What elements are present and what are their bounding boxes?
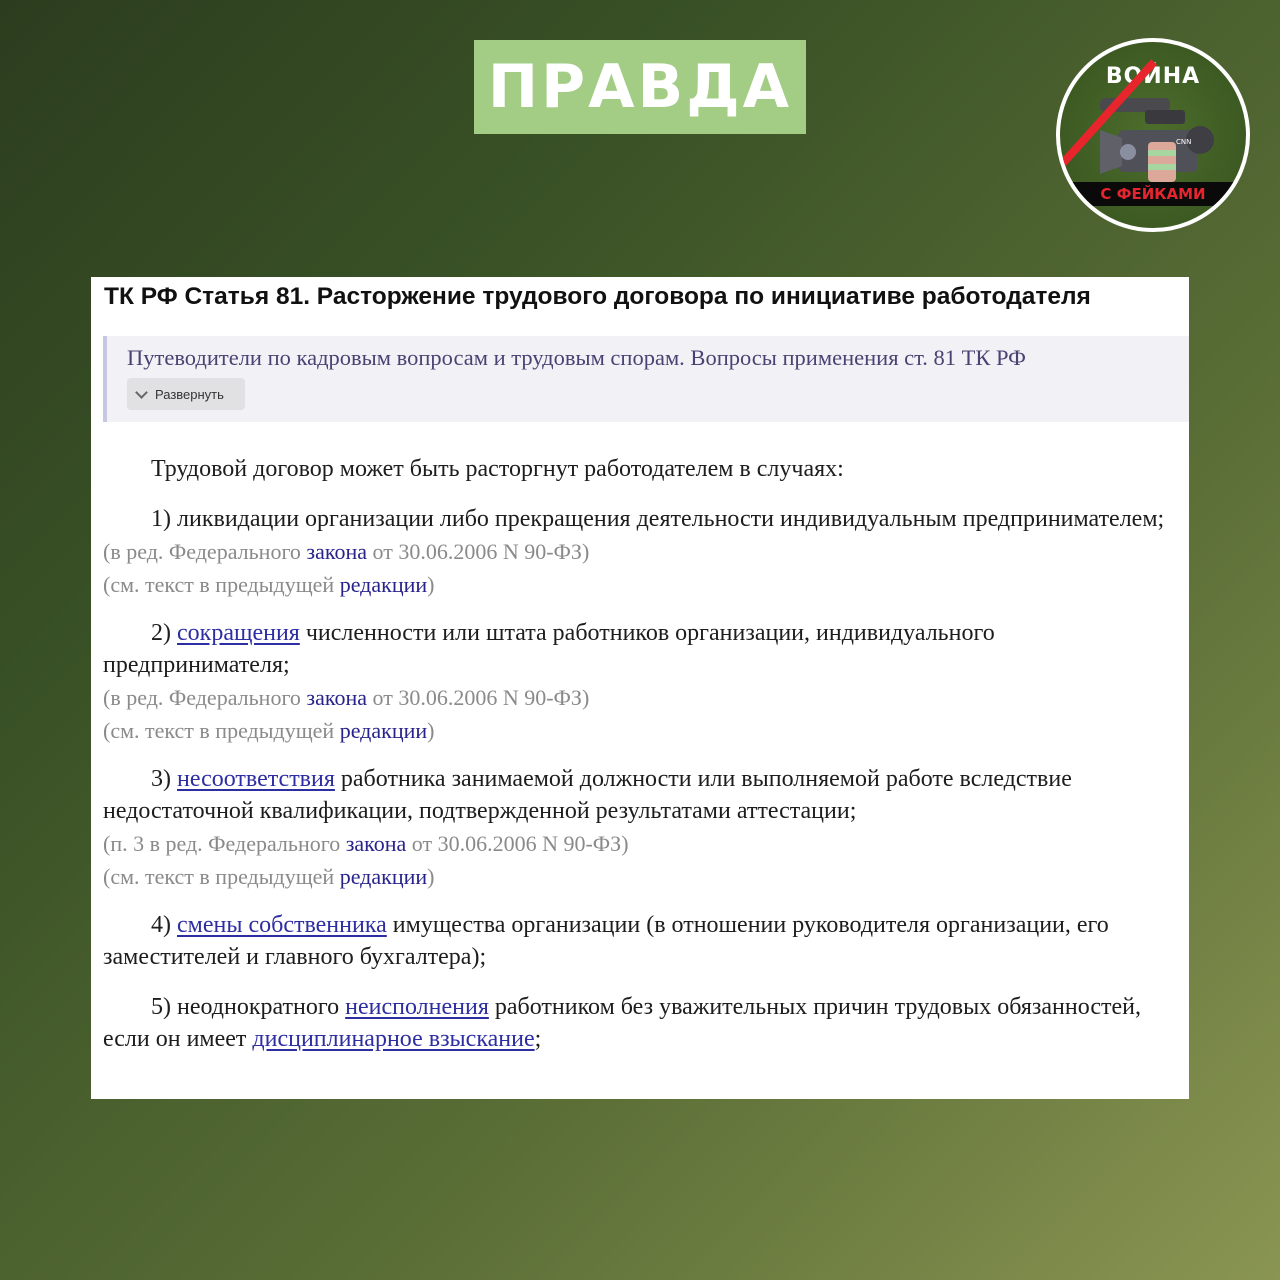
document-card <box>91 277 1189 1099</box>
item-text: ликвидации организации либо прекращения деятельности индивидуальным предпринимателем; <box>177 506 1165 532</box>
intro-paragraph: Трудовой договор может быть расторгнут работодателем в случаях: <box>151 456 844 482</box>
item-number: 1) <box>151 506 171 532</box>
disciplinary-link[interactable]: дисциплинарное взыскание <box>252 1026 535 1052</box>
page-title: ТК РФ Статья 81. Расторжение трудового договора по инициативе работодателя <box>104 283 1091 310</box>
item-number: 3) <box>151 766 171 792</box>
previous-edition-note: (см. текст в предыдущей редакции) <box>103 572 435 597</box>
list-item <box>103 617 1179 747</box>
edition-note: (в ред. Федерального закона от 30.06.2006 N 90-ФЗ) <box>103 685 590 710</box>
edition-note: (п. 3 в ред. Федерального закона от 30.06.2006 N 90-ФЗ) <box>103 831 629 856</box>
term-link[interactable]: сокращения <box>177 620 300 646</box>
term-link[interactable]: неисполнения <box>345 994 489 1020</box>
item-text: численности или штата работников организации, индивидуального предпринимателя; <box>103 620 995 678</box>
svg-text:CNN: CNN <box>1176 138 1192 146</box>
pravda-badge: ПРАВДА <box>474 40 806 134</box>
item-text: работника занимаемой должности или выполняемой работе вследствие недостаточной квалификации, подтвержденной результатами аттестации; <box>103 766 1072 824</box>
chevron-down-icon <box>135 386 148 399</box>
law-link[interactable]: закона <box>306 685 367 710</box>
item-number: 5) <box>151 994 171 1020</box>
expand-button[interactable] <box>127 378 245 410</box>
edition-link[interactable]: редакции <box>339 864 428 889</box>
list-item <box>103 909 1179 973</box>
item-text: имущества организации (в отношении руководителя организации, его заместителей и главного бухгалтера); <box>103 912 1109 970</box>
list-item <box>103 763 1179 893</box>
term-link[interactable]: несоответствия <box>177 766 335 792</box>
edition-link[interactable]: редакции <box>339 572 428 597</box>
previous-edition-note: (см. текст в предыдущей редакции) <box>103 718 435 743</box>
list-item <box>103 503 1179 601</box>
item-number: 2) <box>151 620 171 646</box>
voina-s-feikami-logo <box>1056 38 1250 232</box>
logo-top-text: ВОЙНА <box>1105 64 1201 89</box>
item-number: 4) <box>151 912 171 938</box>
term-link[interactable]: смены собственника <box>177 912 387 938</box>
logo-bottom-text: С ФЕЙКАМИ <box>1060 182 1246 206</box>
previous-edition-note: (см. текст в предыдущей редакции) <box>103 864 435 889</box>
law-link[interactable]: закона <box>306 539 367 564</box>
guide-link[interactable]: Путеводители по кадровым вопросам и трудовым спорам. Вопросы применения ст. 81 ТК РФ <box>127 345 1026 370</box>
article-body <box>103 453 1179 1055</box>
law-link[interactable]: закона <box>345 831 407 856</box>
expand-button-label: Развернуть <box>155 386 224 402</box>
edition-note: (в ред. Федерального закона от 30.06.2006 N 90-ФЗ) <box>103 539 590 564</box>
list-item: 5) неоднократного неисполнения работником без уважительных причин трудовых обязанностей, если он имеет дисциплинарное взыскание; <box>103 994 1141 1052</box>
guide-panel <box>103 336 1189 422</box>
edition-link[interactable]: редакции <box>339 718 428 743</box>
item-text: работником без уважительных причин трудовых обязанностей, если он имеет <box>103 994 1141 1052</box>
